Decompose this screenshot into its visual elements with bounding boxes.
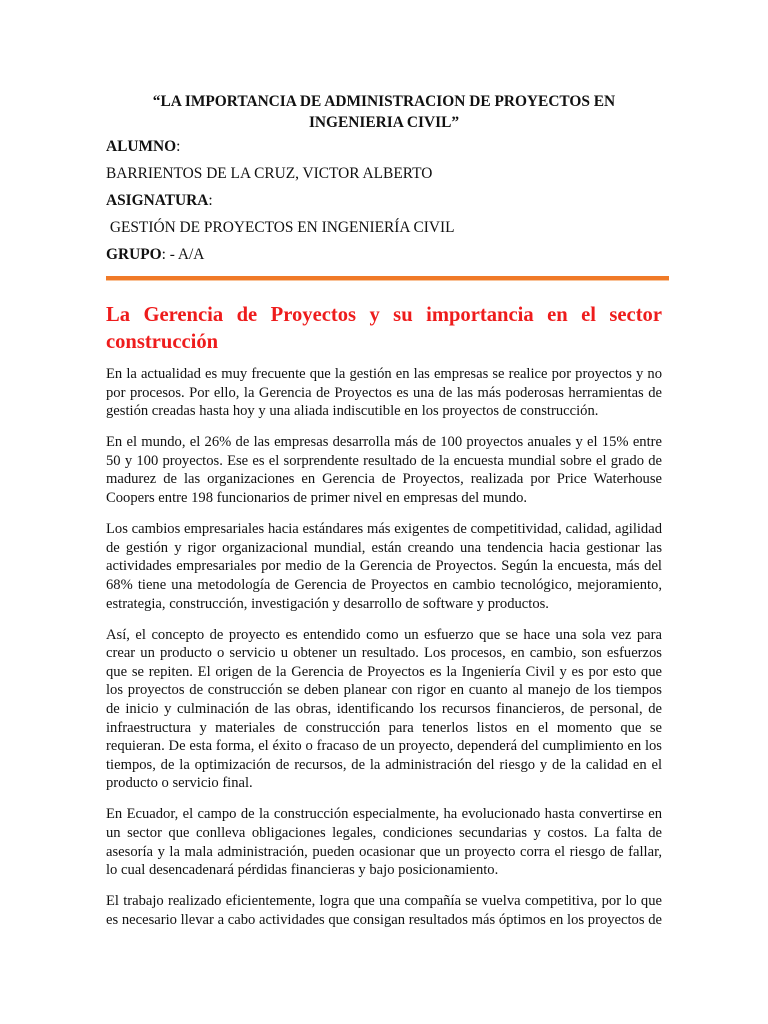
course-label-colon: :: [208, 192, 213, 209]
student-label-line: [106, 137, 662, 157]
group-label: GRUPO: [106, 246, 162, 263]
group-line: [106, 245, 662, 265]
course-label-line: [106, 191, 662, 211]
course-name: GESTIÓN DE PROYECTOS EN INGENIERÍA CIVIL: [106, 219, 455, 236]
paragraph-3: Los cambios empresariales hacia estándares más exigentes de competitividad, calidad, agilidad de gestión y rigor organizacional mundial, están creando una tendencia hacia gestionar las actividades empresariales por medio de la Gerencia de Proyectos. Según la encuesta, más del 68% tiene una metodología de Gerencia de Proyectos en cambio tecnológico, mejoramiento, estrategia, construcción, investigación y desarrollo de software y productos.: [106, 521, 662, 612]
student-label: ALUMNO: [106, 138, 177, 155]
course-label: ASIGNATURA: [106, 192, 209, 209]
paragraph-4: Así, el concepto de proyecto es entendido como un esfuerzo que se hace una sola vez para crear un producto o servicio u obtener un resultado. Los procesos, en cambio, son esfuerzos que se repiten. El origen de la Gerencia de Proyectos es la Ingeniería Civil y es por esto que los proyectos de construcción se deben planear con rigor en cuanto al manejo de los tiempos de inicio y culminación de las obras, identificando los recursos financieros, de personal, de infraestructura y materiales de construcción para tenerlos listos en el momento que se requieran. De esta forma, el éxito o fracaso de un proyecto, dependerá del cumplimiento en los tiempos, de la optimización de recursos, de la administración del riesgo y de la calidad en el producto o servicio final.: [106, 626, 662, 792]
orange-divider: [106, 276, 669, 280]
paragraph-2: En el mundo, el 26% de las empresas desarrolla más de 100 proyectos anuales y el 15% entre 50 y 100 proyectos. Ese es el sorprendente resultado de la encuesta mundial sobre el grado de madurez de las organizaciones en Gerencia de Proyectos, realizada por Price Waterhouse Coopers entre 198 funcionarios de primer nivel en empresas del mundo.: [106, 434, 662, 507]
paragraph-6: El trabajo realizado eficientemente, logra que una compañía se vuelva competitiva, por lo que es necesario llevar a cabo actividades que consigan resultados más óptimos en los proyectos de: [106, 893, 662, 928]
paragraph-1: En la actualidad es muy frecuente que la gestión en las empresas se realice por proyectos y no por procesos. Por ello, la Gerencia de Proyectos es una de las más poderosas herramientas de gestión creadas hasta hoy y una aliada indiscutible en los proyectos de construcción.: [106, 366, 662, 420]
group-value: : - A/A: [161, 246, 205, 263]
article-body: [106, 365, 662, 942]
paragraph-5: En Ecuador, el campo de la construcción especialmente, ha evolucionado hasta convertirse en un sector que conlleva obligaciones legales, condiciones secundarias y costos. La falta de asesoría y la mala administración, pueden ocasionar que un proyecto corra el riesgo de fallar, lo cual desencadenará pérdidas financieras y bajo posicionamiento.: [106, 806, 662, 879]
document-title: “LA IMPORTANCIA DE ADMINISTRACION DE PROYECTOS EN INGENIERIA CIVIL”: [152, 93, 616, 131]
article-heading: La Gerencia de Proyectos y su importancia en el sector construcción: [106, 304, 662, 353]
student-label-colon: :: [176, 138, 181, 155]
student-name: BARRIENTOS DE LA CRUZ, VICTOR ALBERTO: [106, 165, 433, 182]
